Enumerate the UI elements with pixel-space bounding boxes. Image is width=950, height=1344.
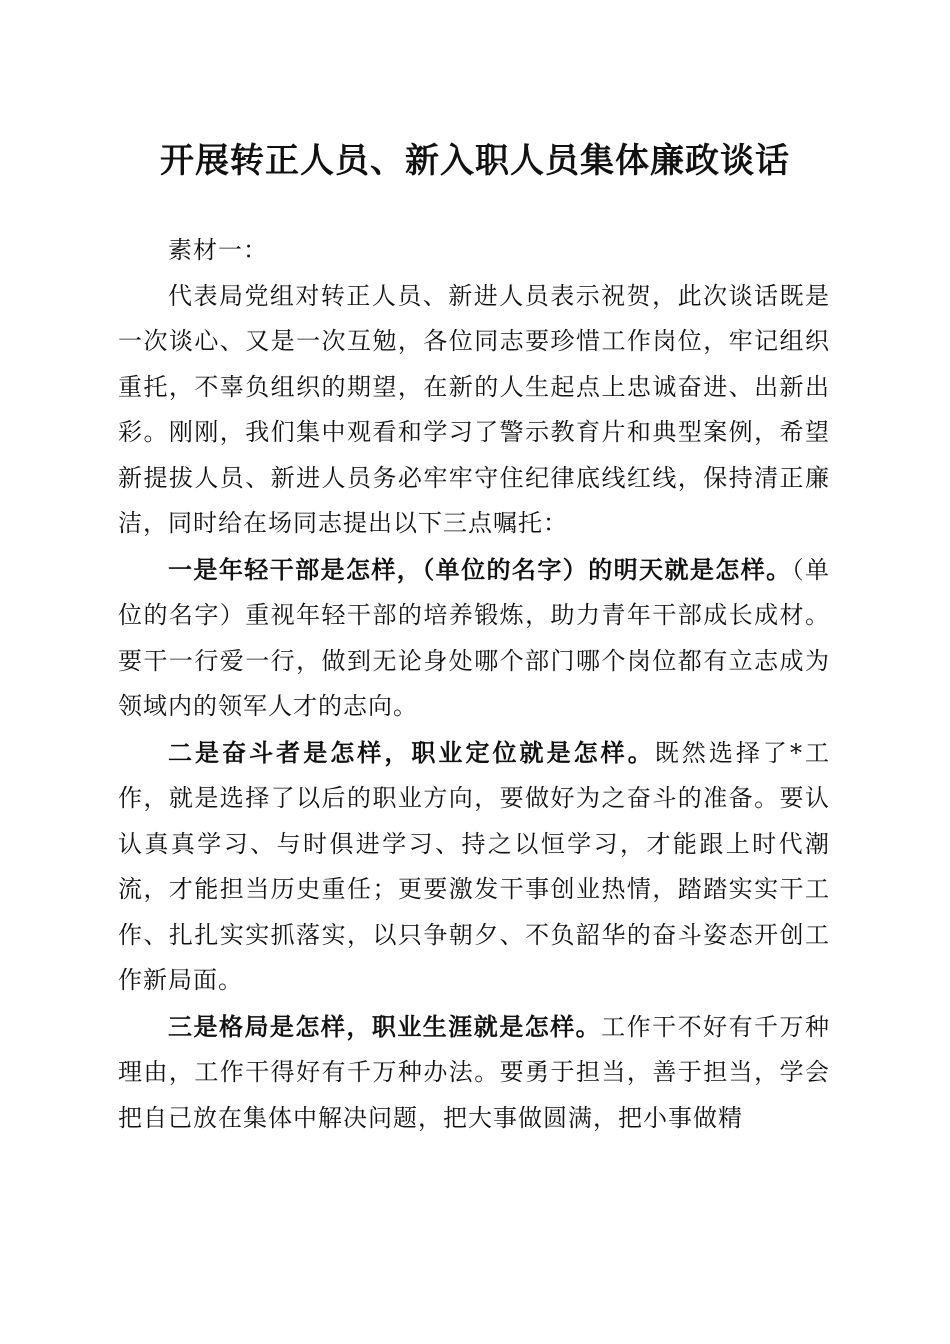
point-paragraph-3 <box>118 1004 830 1142</box>
point-paragraph-2 <box>118 730 830 1004</box>
point-text-1: （单位的名字）重视年轻干部的培养锻炼，助力青年干部成长成材。要干一行爱一行，做到无论身处哪个部门哪个岗位都有立志成为领域内的领军人才的志向。 <box>118 555 831 720</box>
point-paragraph-1 <box>118 547 830 730</box>
point-lead-3: 三是格局是怎样，职业生涯就是怎样。 <box>168 1011 602 1041</box>
point-text-2: 既然选择了*工作，就是选择了以后的职业方向，要做好为之奋斗的准备。要认认真真学习、与时俱进学习、持之以恒学习，才能跟上时代潮流，才能担当历史重任；更要激发干事创业热情，踏踏实实干工作、扎扎实实抓落实，以只争朝夕、不负韶华的奋斗姿态开创工作新局面。 <box>118 738 830 994</box>
document-title: 开展转正人员、新入职人员集体廉政谈话 <box>160 141 790 181</box>
section-label: 素材一： <box>168 236 268 264</box>
point-text-3: 工作干不好有千万种理由，工作干得好有千万种办法。要勇于担当，善于担当，学会把自己放在集体中解决问题，把大事做圆满，把小事做精 <box>118 1012 831 1132</box>
document-body <box>118 228 830 1141</box>
point-lead-1: 一是年轻干部是怎样，（单位的名字）的明天就是怎样。 <box>168 554 792 584</box>
intro-paragraph: 代表局党组对转正人员、新进人员表示祝贺，此次谈话既是一次谈心、又是一次互勉，各位同志要珍惜工作岗位，牢记组织重托，不辜负组织的期望，在新的人生起点上忠诚奋进、出新出彩。刚刚，我们集中观看和学习了警示教育片和典型案例，希望新提拔人员、新进人员务必牢牢守住纪律底线红线，保持清正廉洁，同时给在场同志提出以下三点嘱托： <box>118 281 830 537</box>
point-lead-2: 二是奋斗者是怎样，职业定位就是怎样。 <box>168 737 655 767</box>
